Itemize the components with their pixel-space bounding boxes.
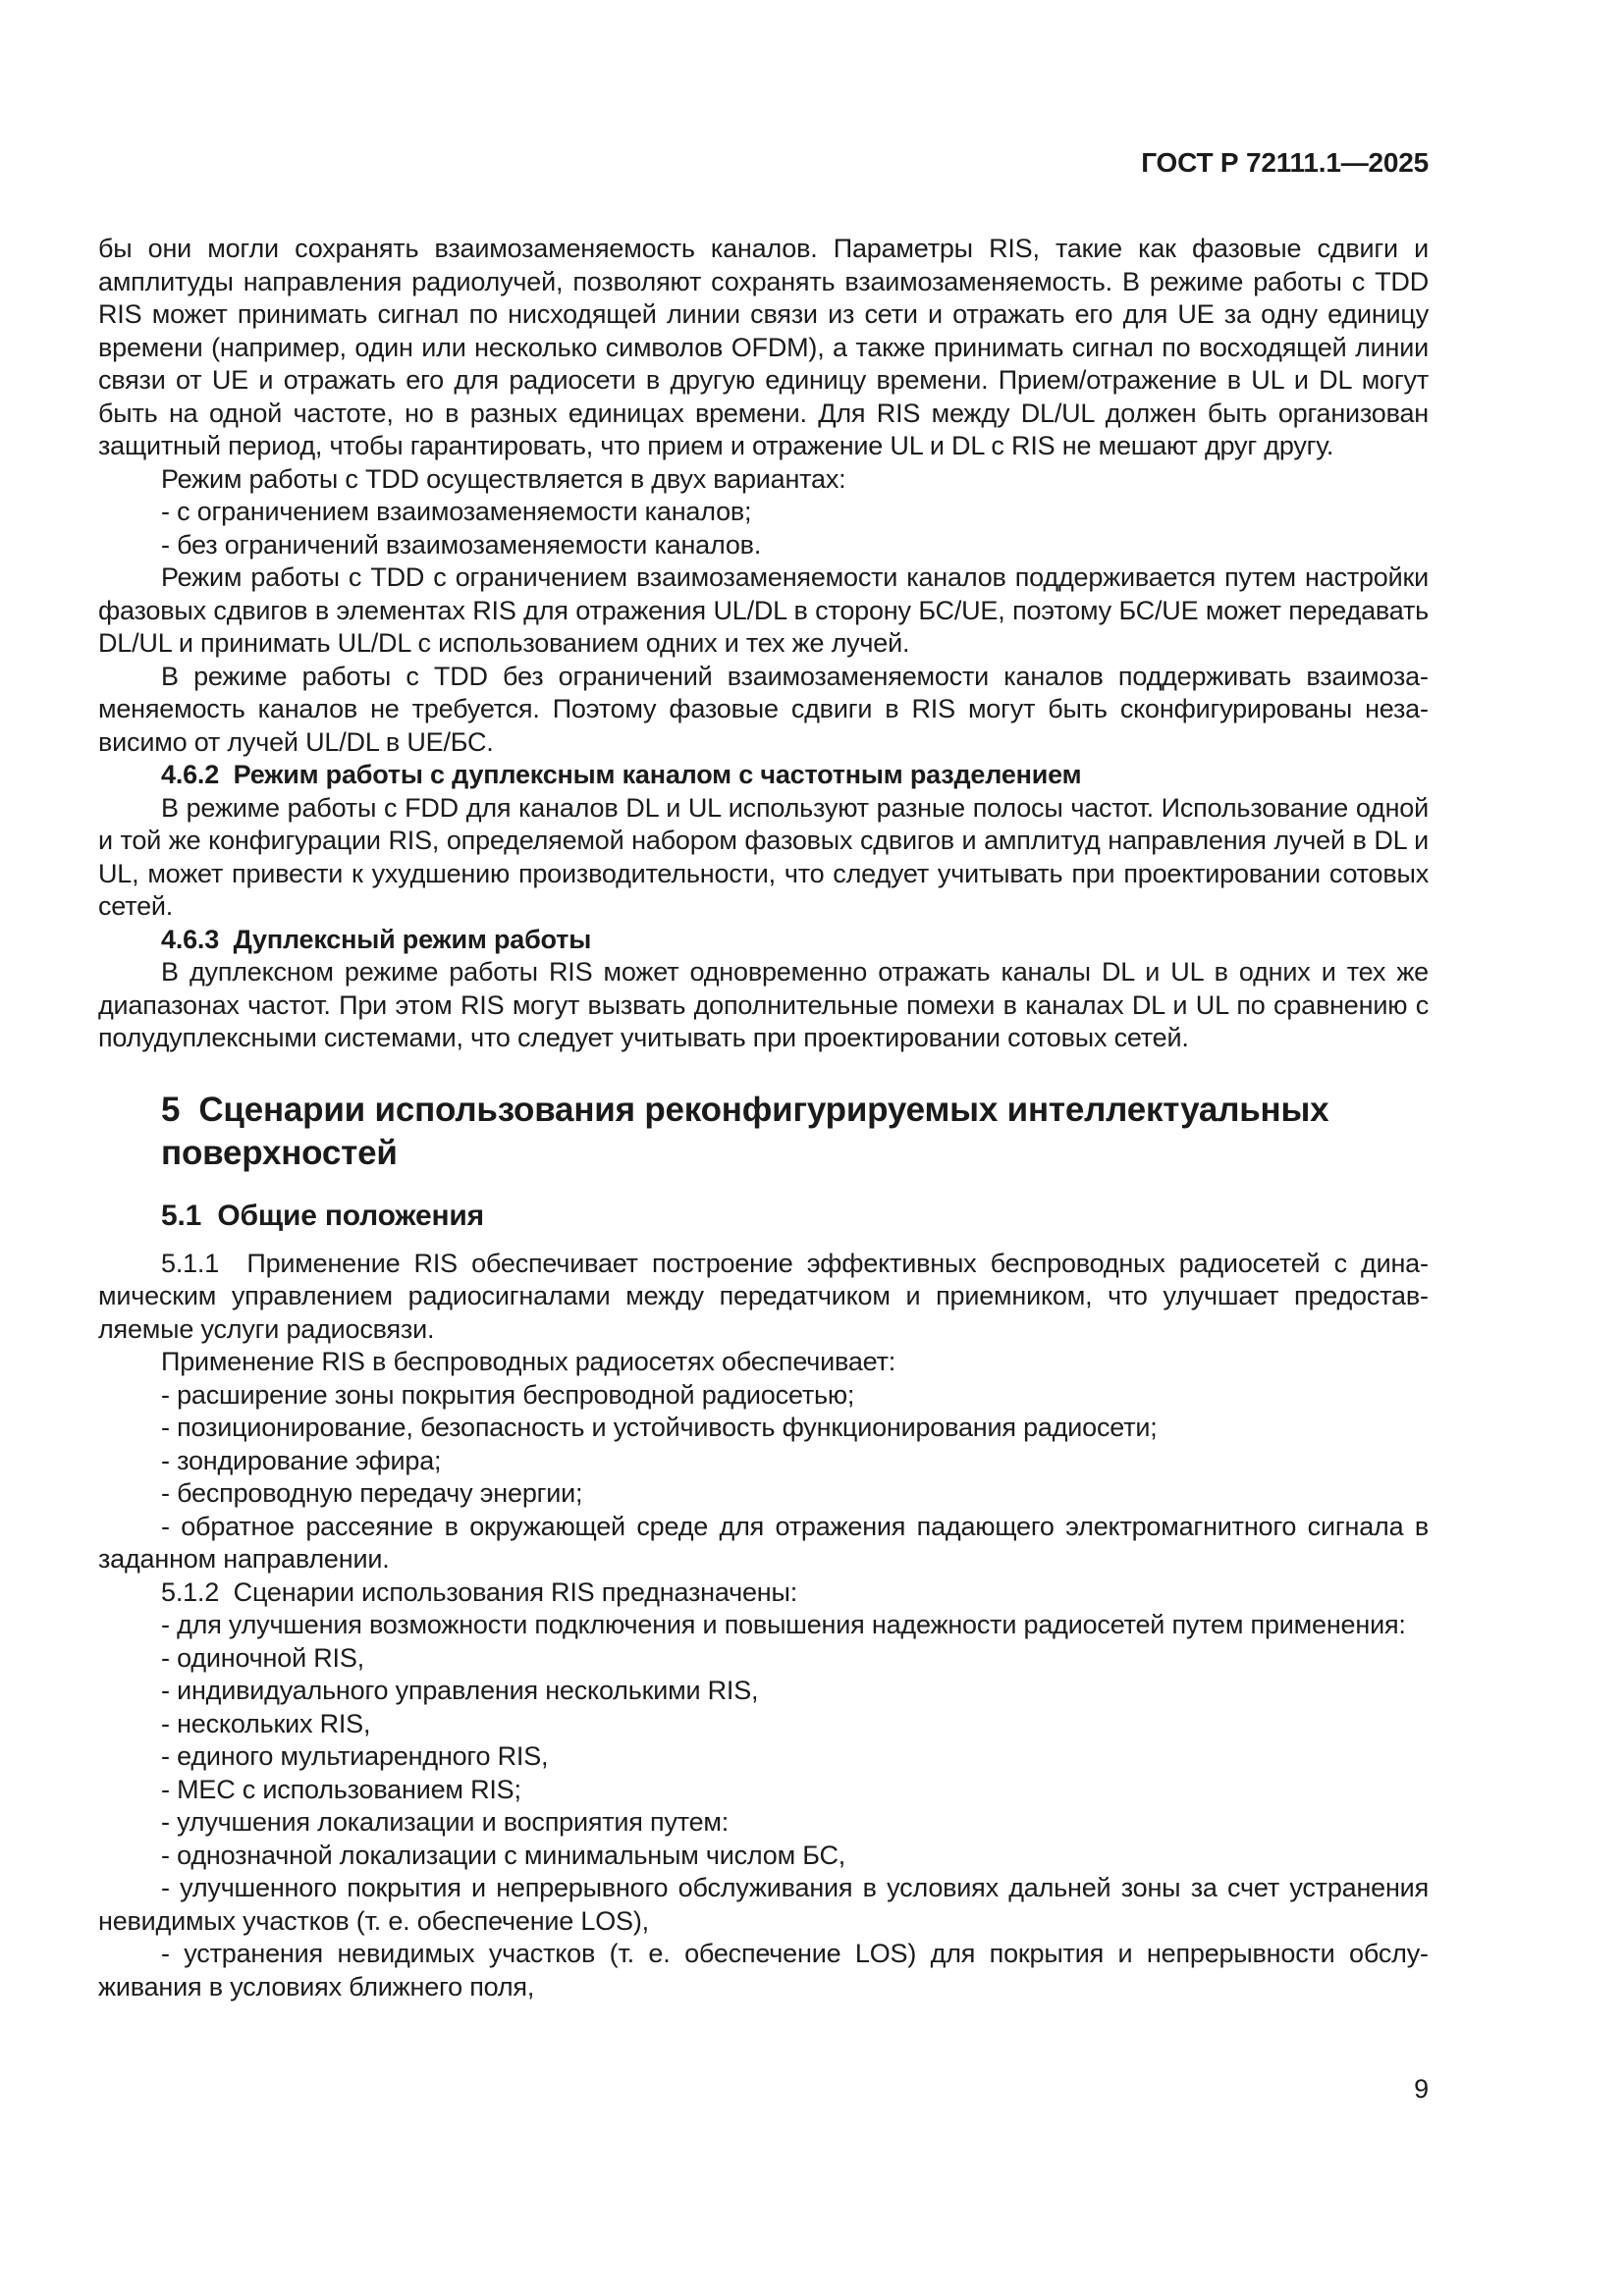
list-item: - позиционирование, безопасность и устойчивость функционирования радиосети;: [161, 1413, 1158, 1442]
list-item: - улучшения локализации и восприятия путем:: [161, 1807, 730, 1837]
list-item: - без ограничений взаимозаменяемости каналов.: [161, 529, 762, 560]
paragraph: бы они могли сохранять взаимозаменяемость каналов. Параметры RIS, такие как фазовые сдвиги и амплитуды направления радиолучей, позволяют сохранять взаимозаменяемость. В режиме работы с TDD RIS может принимать сигнал по нисходящей линии связи из сети и отражать его для UE за одну единицу времени (например, один или несколько символов OFDM), а также принимать сигнал по восходящей линии связи от UE и отражать его для радиосети в другую единицу времени. Прием/отражение в UL и DL могут быть на одной частоте, но в разных единицах времени. Для RIS между DL/UL должен быть организован защитный период, чтобы гарантировать, что прием и отражение UL и DL с RIS не мешают друг другу.: [98, 234, 1429, 460]
section-heading: 5 Сценарии использования реконфигурируемых интеллектуальных поверхностей: [161, 1090, 1329, 1172]
page-number: 9: [1414, 2074, 1429, 2104]
paragraph: Режим работы с TDD осуществляется в двух вариантах:: [161, 463, 846, 494]
document-body: [98, 233, 1429, 2003]
paragraph: Режим работы с TDD с ограничением взаимозаменяемости каналов поддерживается путем настройки фазовых сдвигов в элементах RIS для отражения UL/DL в сторону БС/UE, поэтому БС/UE может передавать DL/UL и принимать UL/DL с использованием одних и тех же лучей.: [98, 562, 1429, 658]
paragraph: Применение RIS в беспроводных радиосетях обеспечивает:: [161, 1347, 896, 1376]
paragraph: В режиме работы с FDD для каналов DL и UL используют разные полосы частот. Использование одной и той же конфигурации RIS, определяемой набором фазовых сдвигов и амплитуд направления лучей в DL и UL, может привести к ухудшению производительности, что следует учитывать при проектировании сотовых сетей.: [98, 792, 1429, 921]
list-item: - нескольких RIS,: [161, 1708, 371, 1738]
list-item: - с ограничением взаимозаменяемости каналов;: [161, 497, 752, 526]
list-item: - улучшенного покрытия и непрерывного обслуживания в условиях дальней зоны за счет устранения невидимых участков (т. е. обеспечение LOS),: [98, 1873, 1429, 1936]
subsection-heading: 5.1 Общие положения: [161, 1199, 484, 1232]
paragraph: В режиме работы с TDD без ограничений взаимозаменяемости каналов поддерживать взаимозаменяемость каналов не требуется. Поэтому фазовые сдвиги в RIS могут быть сконфигурированы независимо от лучей UL/DL в UE/БС.: [98, 661, 1429, 757]
list-item: - однозначной локализации с минимальным числом БС,: [161, 1840, 846, 1870]
document-number: ГОСТ Р 72111.1—2025: [1141, 147, 1429, 178]
page-footer: [98, 2074, 1429, 2105]
clause-heading: 4.6.3 Дуплексный режим работы: [161, 924, 592, 954]
list-item: - расширение зоны покрытия беспроводной радиосетью;: [161, 1379, 855, 1410]
paragraph: В дуплексном режиме работы RIS может одновременно отражать каналы DL и UL в одних и тех же диапазонах частот. При этом RIS могут вызвать дополнительные помехи в каналах DL и UL по сравнению с полудуплексными системами, что следует учитывать при проектировании сотовых сетей.: [98, 957, 1429, 1052]
list-item: - одиночной RIS,: [161, 1642, 364, 1673]
list-item: - зондирование эфира;: [161, 1445, 442, 1475]
list-item: - MEC с использованием RIS;: [161, 1774, 521, 1804]
page-header: [98, 147, 1429, 179]
list-item: - единого мультиарендного RIS,: [161, 1741, 549, 1771]
list-item: - беспроводную передачу энергии;: [161, 1478, 583, 1508]
list-item: - устранения невидимых участков (т. е. обеспечение LOS) для покрытия и непрерывности обслуживания в условиях ближнего поля,: [98, 1939, 1429, 2002]
list-item: - индивидуального управления несколькими RIS,: [161, 1676, 759, 1705]
paragraph: 5.1.2 Сценарии использования RIS предназначены:: [161, 1576, 798, 1607]
list-item: - для улучшения возможности подключения и повышения надежности радиосетей путем применения:: [161, 1610, 1406, 1639]
paragraph: 5.1.1 Применение RIS обеспечивает построение эффективных беспроводных радиосетей с динамическим управлением радиосигналами между передатчиком и приемником, что улучшает предоставляемые услуги радиосвязи.: [98, 1248, 1429, 1344]
list-item: - обратное рассеяние в окружающей среде для отражения падающего электромагнитного сигнала в заданном направлении.: [98, 1511, 1429, 1574]
clause-heading: 4.6.2 Режим работы с дуплексным каналом с частотным разделением: [161, 760, 1082, 789]
